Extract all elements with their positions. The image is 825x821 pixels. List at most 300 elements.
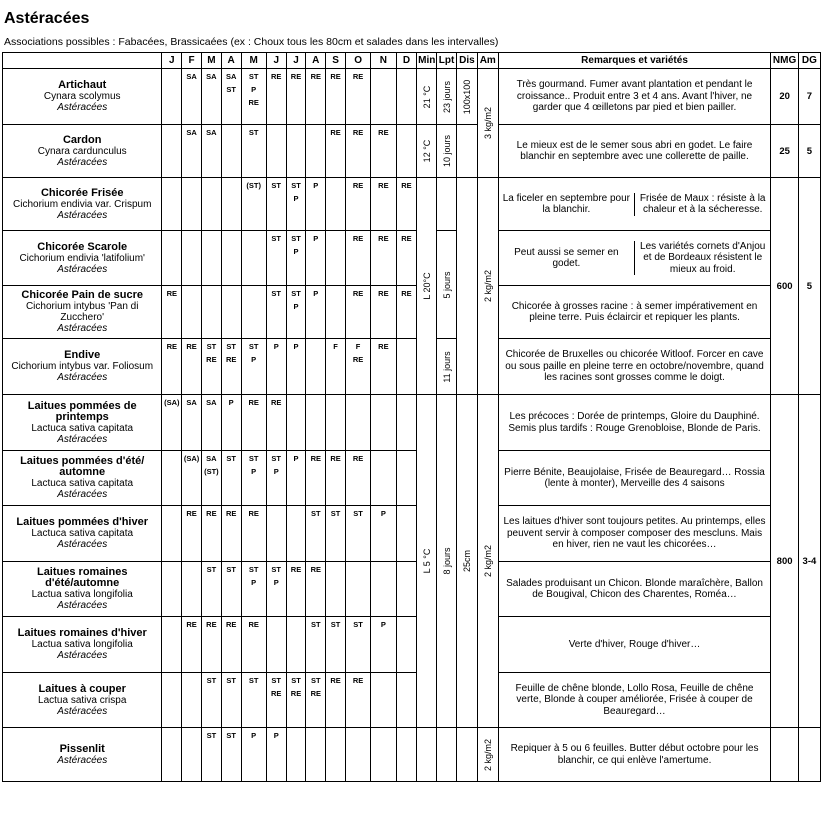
- month-cell: [182, 125, 202, 178]
- month-code: ST: [226, 565, 236, 574]
- month-cell: [345, 617, 370, 673]
- plant-family: Astéracées: [57, 102, 108, 113]
- month-code: P: [313, 289, 319, 298]
- month-code: ST: [330, 509, 341, 518]
- month-code: RE: [206, 355, 217, 364]
- min-temp-cell: 21 °C: [417, 69, 437, 125]
- header-dis: Dis: [456, 53, 477, 69]
- month-code: RE: [248, 98, 259, 107]
- month-code: P: [313, 234, 319, 243]
- month-cell: [345, 339, 370, 395]
- month-code: P: [293, 194, 299, 203]
- month-cell: [345, 506, 370, 562]
- remarks-cell: Repiquer à 5 ou 6 feuilles. Butter début octobre pour les blanchir, ce qui enlève l'amertume.: [498, 728, 771, 782]
- month-cell: [241, 673, 266, 728]
- month-cell: [371, 69, 396, 125]
- month-code: P: [273, 467, 279, 476]
- month-cell: [371, 673, 396, 728]
- month-cell: [306, 339, 326, 395]
- plant-family: Astéracées: [57, 323, 108, 334]
- month-cell: [182, 506, 202, 562]
- month-code: ST: [271, 454, 282, 463]
- header-plant: [3, 53, 162, 69]
- month-code: ST: [226, 731, 236, 740]
- nmg-cell: [771, 728, 798, 782]
- month-cell: [162, 451, 182, 506]
- header-month: D: [396, 53, 417, 69]
- month-code: RE: [378, 342, 389, 351]
- month-cell: [201, 178, 221, 231]
- month-cell: [396, 69, 417, 125]
- month-cell: [371, 231, 396, 286]
- month-cell: [182, 178, 202, 231]
- plant-cell: [3, 339, 162, 395]
- header-month: A: [221, 53, 241, 69]
- month-code: RE: [378, 181, 389, 190]
- month-cell: [221, 395, 241, 451]
- month-code: (ST): [204, 467, 219, 476]
- month-cell: [266, 178, 286, 231]
- month-cell: [306, 125, 326, 178]
- month-cell: [162, 339, 182, 395]
- month-cell: [326, 339, 346, 395]
- plant-cell: [3, 451, 162, 506]
- plant-cell: [3, 69, 162, 125]
- month-cell: [326, 617, 346, 673]
- month-cell: [306, 451, 326, 506]
- month-cell: [201, 562, 221, 617]
- month-cell: [306, 178, 326, 231]
- plant-cell: [3, 178, 162, 231]
- remarks-cell: [498, 178, 771, 231]
- month-code: P: [293, 454, 299, 463]
- month-cell: [266, 286, 286, 339]
- associations-note: Associations possibles : Fabacées, Brassicaées (ex : Choux tous les 80cm et salades dans les intervalles): [4, 36, 499, 48]
- month-cell: [162, 231, 182, 286]
- month-cell: [371, 451, 396, 506]
- month-code: RE: [310, 72, 321, 81]
- month-cell: [266, 728, 286, 782]
- month-cell: [371, 506, 396, 562]
- month-code: (SA): [164, 398, 180, 407]
- month-code: RE: [352, 234, 364, 243]
- month-code: P: [251, 85, 257, 94]
- month-cell: [201, 728, 221, 782]
- nmg-cell: 800: [771, 395, 798, 728]
- plant-cell: [3, 562, 162, 617]
- month-cell: [326, 125, 346, 178]
- month-cell: [306, 69, 326, 125]
- header-row: [3, 53, 821, 69]
- month-code: RE: [206, 509, 217, 518]
- month-cell: [162, 673, 182, 728]
- month-cell: [162, 617, 182, 673]
- plant-latin: Lactua sativa longifolia: [31, 639, 133, 650]
- month-cell: [162, 125, 182, 178]
- month-code: P: [273, 731, 279, 740]
- month-code: ST: [248, 72, 259, 81]
- remarks-cell: Verte d'hiver, Rouge d'hiver…: [498, 617, 771, 673]
- month-code: RE: [290, 689, 302, 698]
- month-code: ST: [206, 565, 217, 574]
- plant-family: Astéracées: [57, 209, 108, 221]
- month-code: RE: [225, 620, 237, 629]
- plant-name: Artichaut: [58, 79, 107, 91]
- month-cell: [326, 69, 346, 125]
- remarks-cell: Chicorée à grosses racine : à semer impérativement en pleine terre. Puis éclaircir et repiquer les plants.: [498, 286, 771, 339]
- month-code: RE: [206, 620, 217, 629]
- dis-cell: [456, 125, 477, 178]
- month-code: F: [333, 342, 338, 351]
- remarks-part: La ficeler en septembre pour la blanchir.: [502, 192, 631, 215]
- month-cell: [241, 286, 266, 339]
- month-cell: [221, 339, 241, 395]
- month-cell: [241, 562, 266, 617]
- month-code: P: [228, 398, 234, 407]
- header-min-temp: Min: [417, 53, 437, 69]
- month-cell: [266, 673, 286, 728]
- month-cell: [371, 395, 396, 451]
- month-cell: [306, 728, 326, 782]
- plant-latin: Lactuca sativa capitata: [31, 422, 134, 434]
- month-cell: [221, 125, 241, 178]
- month-code: P: [313, 181, 319, 190]
- month-cell: [241, 451, 266, 506]
- am-cell: 2 kg/m2: [477, 728, 498, 782]
- month-code: RE: [330, 676, 341, 685]
- plant-family: Astéracées: [57, 600, 108, 611]
- min-temp-cell: L 5 °C: [417, 395, 437, 728]
- table-row: [3, 231, 821, 286]
- month-code: P: [251, 578, 257, 587]
- month-code: ST: [291, 676, 301, 685]
- month-code: RE: [248, 398, 259, 407]
- month-cell: [182, 231, 202, 286]
- month-code: RE: [271, 689, 282, 698]
- month-code: ST: [310, 509, 321, 518]
- header-lpt: Lpt: [437, 53, 457, 69]
- plant-name: Laitues pommées de printemps: [27, 399, 137, 423]
- nmg-cell: 600: [771, 178, 798, 395]
- month-cell: [396, 562, 417, 617]
- month-cell: [286, 125, 306, 178]
- header-remarks: Remarques et variétés: [498, 53, 771, 69]
- month-cell: [345, 178, 370, 231]
- month-cell: [286, 286, 306, 339]
- min-temp-cell: 12 °C: [417, 125, 437, 178]
- month-cell: [371, 728, 396, 782]
- month-code: SA: [206, 454, 217, 463]
- month-cell: [286, 617, 306, 673]
- dg-cell: 5: [798, 178, 820, 395]
- plant-name: Pissenlit: [59, 742, 105, 755]
- plant-latin: Cichorium intybus 'Pan di Zucchero': [25, 301, 139, 323]
- plant-family: Astéracées: [57, 650, 108, 661]
- month-code: RE: [352, 72, 364, 81]
- month-cell: [182, 69, 202, 125]
- month-cell: [326, 728, 346, 782]
- header-month: M: [201, 53, 221, 69]
- month-code: ST: [291, 234, 301, 243]
- month-code: RE: [290, 565, 302, 574]
- plant-name: Chicorée Frisée: [40, 186, 124, 199]
- month-cell: [371, 178, 396, 231]
- table-row: [3, 451, 821, 506]
- month-cell: [182, 286, 202, 339]
- lpt-cell: [437, 178, 457, 231]
- plant-name: Chicorée Pain de sucre: [21, 289, 144, 301]
- month-code: RE: [401, 289, 412, 298]
- month-cell: [201, 506, 221, 562]
- month-cell: [371, 339, 396, 395]
- month-cell: [326, 562, 346, 617]
- page-title: Astéracées: [4, 10, 90, 27]
- plant-name: Laitues pommées d'hiver: [16, 516, 149, 528]
- dg-cell: 3-4: [798, 395, 820, 728]
- month-cell: [345, 728, 370, 782]
- month-cell: [326, 395, 346, 451]
- month-code: RE: [310, 689, 321, 698]
- remarks-part: Peut aussi se semer en godet.: [514, 246, 619, 269]
- month-cell: [326, 231, 346, 286]
- plant-name: Laitues romaines d'été/automne: [36, 566, 128, 589]
- month-code: P: [293, 247, 299, 256]
- plant-cell: [3, 231, 162, 286]
- month-cell: [286, 506, 306, 562]
- dg-cell: 7: [798, 69, 820, 125]
- plant-cell: [3, 125, 162, 178]
- dis-cell: [456, 178, 477, 395]
- month-code: RE: [166, 342, 178, 351]
- dg-cell: [798, 728, 820, 782]
- month-code: ST: [206, 342, 217, 351]
- month-cell: [286, 562, 306, 617]
- remarks-cell: Feuille de chêne blonde, Lollo Rosa, Feuille de chêne verte, Blonde à couper améliorée, Frisée à couper de Beauregard…: [498, 673, 771, 728]
- month-code: ST: [353, 509, 363, 518]
- table-row: [3, 178, 821, 231]
- month-cell: [326, 178, 346, 231]
- month-cell: [286, 231, 306, 286]
- month-code: ST: [271, 289, 282, 298]
- month-cell: [221, 231, 241, 286]
- plant-family: Astéracées: [57, 489, 108, 500]
- month-code: RE: [352, 676, 364, 685]
- remarks-cell: Les précoces : Dorée de printemps, Gloire du Dauphiné. Semis plus tardifs : Rouge Grenobloise, Blonde de Paris.: [498, 395, 771, 451]
- lpt-cell: 11 jours: [437, 339, 457, 395]
- nmg-cell: 20: [771, 69, 798, 125]
- month-cell: [306, 506, 326, 562]
- month-code: SA: [206, 398, 217, 407]
- month-cell: [286, 728, 306, 782]
- dg-cell: 5: [798, 125, 820, 178]
- plant-cell: [3, 395, 162, 451]
- month-cell: [306, 231, 326, 286]
- dis-cell: [456, 728, 477, 782]
- month-cell: [162, 69, 182, 125]
- nmg-cell: 25: [771, 125, 798, 178]
- month-code: ST: [206, 731, 217, 740]
- remarks-cell: Les laitues d'hiver sont toujours petites. Au printemps, elles peuvent servir à composer composer des mescluns. Mais en hiver, rien ne vaut les chicorées…: [498, 506, 771, 562]
- remarks-cell: Pierre Bénite, Beaujolaise, Frisée de Beauregard… Rossia (lente à monter), Merveille des 4 saisons: [498, 451, 771, 506]
- month-cell: [162, 286, 182, 339]
- month-code: ST: [206, 676, 217, 685]
- month-cell: [371, 617, 396, 673]
- lpt-cell: 5 jours: [437, 231, 457, 339]
- plant-name: Laitues romaines d'hiver: [17, 627, 147, 639]
- month-code: P: [293, 302, 299, 311]
- header-month: S: [326, 53, 346, 69]
- month-code: RE: [352, 355, 364, 364]
- month-cell: [371, 562, 396, 617]
- month-cell: [306, 617, 326, 673]
- month-cell: [396, 286, 417, 339]
- table-row: [3, 617, 821, 673]
- month-cell: [221, 562, 241, 617]
- month-cell: [182, 339, 202, 395]
- plant-latin: Cichorium endivia var. Crispum: [13, 198, 152, 210]
- month-cell: [241, 69, 266, 125]
- am-cell: 3 kg/m2: [477, 69, 498, 178]
- month-code: RE: [378, 234, 389, 243]
- month-cell: [396, 728, 417, 782]
- month-cell: [396, 125, 417, 178]
- month-code: ST: [226, 676, 236, 685]
- month-cell: [266, 339, 286, 395]
- plant-family: Astéracées: [57, 754, 108, 766]
- month-code: RE: [186, 342, 197, 351]
- plant-family: Astéracées: [57, 156, 108, 168]
- month-cell: [162, 562, 182, 617]
- month-code: RE: [330, 128, 341, 137]
- month-code: F: [355, 342, 361, 351]
- plant-name: Endive: [64, 349, 101, 361]
- month-code: RE: [248, 509, 259, 518]
- month-cell: [326, 506, 346, 562]
- month-code: ST: [310, 620, 321, 629]
- month-code: RE: [271, 398, 282, 407]
- table-row: [3, 69, 821, 125]
- month-code: RE: [378, 289, 389, 298]
- month-cell: [396, 673, 417, 728]
- plant-latin: Cichorium intybus var. Foliosum: [11, 361, 154, 372]
- month-cell: [182, 562, 202, 617]
- month-cell: [345, 562, 370, 617]
- month-cell: [371, 286, 396, 339]
- month-cell: [345, 673, 370, 728]
- min-temp-cell: L 20°C: [417, 178, 437, 395]
- plant-family: Astéracées: [57, 372, 108, 383]
- month-cell: [201, 451, 221, 506]
- plant-name: Cardon: [62, 133, 102, 146]
- month-cell: [286, 178, 306, 231]
- month-code: SA: [186, 398, 197, 407]
- dis-cell: 100x100: [456, 69, 477, 125]
- month-cell: [286, 451, 306, 506]
- month-code: RE: [352, 289, 364, 298]
- month-code: SA: [225, 72, 237, 81]
- plant-name: Laitues pommées d'été/ automne: [20, 455, 145, 478]
- month-code: RE: [186, 509, 197, 518]
- header-month: O: [345, 53, 370, 69]
- month-cell: [182, 395, 202, 451]
- am-cell: 2 kg/m2: [477, 395, 498, 728]
- header-month: M: [241, 53, 266, 69]
- month-code: P: [251, 731, 257, 740]
- header-month: J: [162, 53, 182, 69]
- month-code: ST: [248, 565, 259, 574]
- dis-cell: 25cm: [456, 395, 477, 728]
- month-code: RE: [310, 454, 321, 463]
- header-nmg: NMG: [771, 53, 798, 69]
- month-code: ST: [226, 85, 236, 94]
- plant-family: Astéracées: [57, 539, 108, 550]
- month-cell: [221, 673, 241, 728]
- month-code: ST: [291, 289, 301, 298]
- month-code: ST: [271, 181, 282, 190]
- month-cell: [201, 286, 221, 339]
- header-dg: DG: [798, 53, 820, 69]
- month-cell: [241, 125, 266, 178]
- month-cell: [221, 617, 241, 673]
- month-cell: [266, 617, 286, 673]
- month-cell: [345, 451, 370, 506]
- month-cell: [266, 506, 286, 562]
- month-cell: [345, 125, 370, 178]
- month-code: RE: [248, 620, 259, 629]
- plant-latin: Cynara scolymus: [43, 91, 121, 102]
- plant-name: Laitues à couper: [38, 682, 126, 695]
- month-code: ST: [248, 676, 259, 685]
- remarks-part: Les variétés cornets d'Anjou et de Bordeaux résistent le mieux au froid.: [634, 241, 770, 276]
- month-code: RE: [378, 128, 389, 137]
- remarks-cell: Chicorée de Bruxelles ou chicorée Witloof. Forcer en cave ou sous paille en pleine terre en octobre/novembre, quand les racines sont grosses comme le doigt.: [498, 339, 771, 395]
- plant-latin: Lactuca sativa capitata: [31, 528, 134, 539]
- remarks-cell: Très gourmand. Fumer avant plantation et pendant le croissance.. Produit entre 3 et 4 ans. Avant l'hiver, ne garder que 4 œilletons par pied et bien pailler.: [498, 69, 771, 125]
- month-cell: [266, 562, 286, 617]
- month-cell: [286, 339, 306, 395]
- month-cell: [396, 451, 417, 506]
- month-code: ST: [353, 620, 363, 629]
- month-code: ST: [226, 454, 236, 463]
- month-cell: [266, 231, 286, 286]
- month-cell: [182, 451, 202, 506]
- month-cell: [221, 506, 241, 562]
- month-code: P: [251, 467, 257, 476]
- month-code: ST: [330, 620, 341, 629]
- month-code: SA: [206, 72, 217, 81]
- month-code: RE: [330, 72, 341, 81]
- month-cell: [326, 286, 346, 339]
- plant-name: Chicorée Scarole: [37, 240, 128, 253]
- month-cell: [306, 286, 326, 339]
- plant-cell: [3, 728, 162, 782]
- month-cell: [345, 231, 370, 286]
- table-row: [3, 286, 821, 339]
- month-code: (SA): [183, 454, 200, 463]
- month-cell: [182, 673, 202, 728]
- month-cell: [182, 617, 202, 673]
- plant-cell: [3, 506, 162, 562]
- table-row: [3, 395, 821, 451]
- month-cell: [162, 395, 182, 451]
- month-cell: [241, 617, 266, 673]
- remarks-cell: Le mieux est de le semer sous abri en godet. Le faire blanchir en septembre avec une collerette de paille.: [498, 125, 771, 178]
- month-cell: [162, 728, 182, 782]
- month-code: ST: [271, 676, 282, 685]
- month-code: RE: [271, 72, 282, 81]
- month-code: RE: [352, 454, 364, 463]
- month-code: RE: [352, 181, 364, 190]
